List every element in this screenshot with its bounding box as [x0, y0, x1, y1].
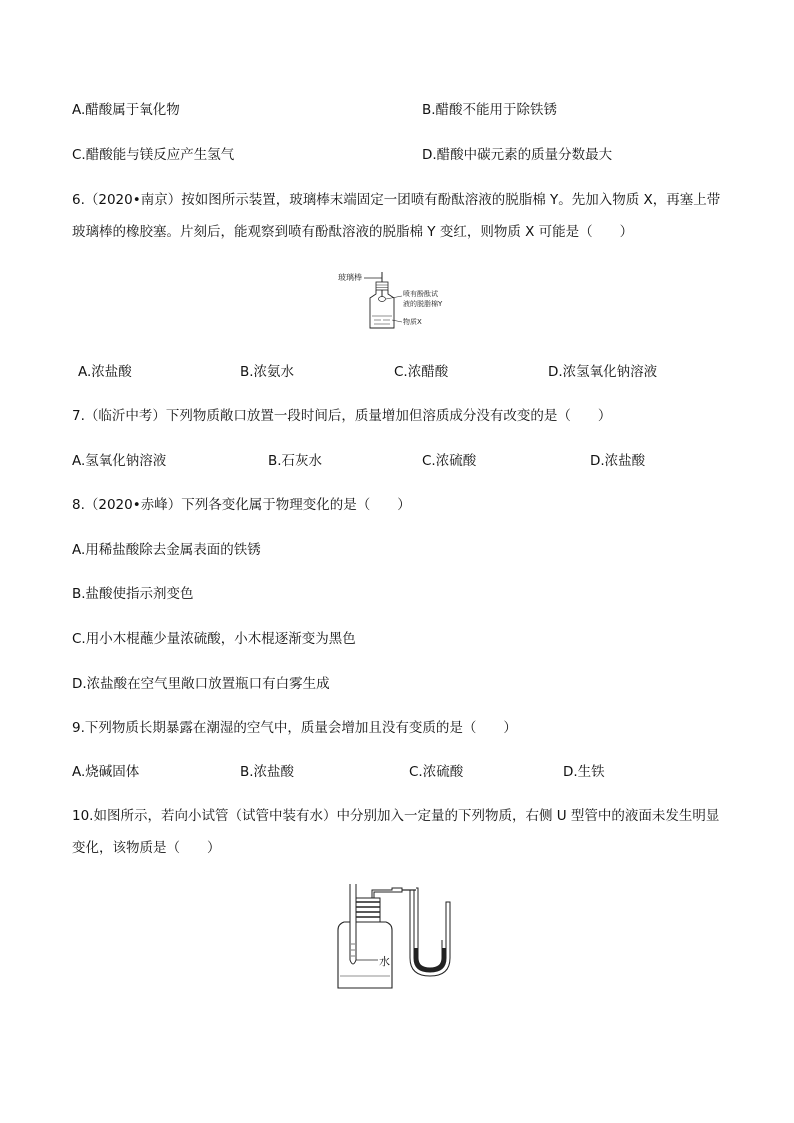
q6-option-c: C.浓醋酸	[394, 364, 449, 380]
q9-option-a: A.烧碱固体	[72, 764, 140, 780]
q5-option-d: D.醋酸中碳元素的质量分数最大	[422, 147, 613, 163]
q6-figure	[336, 268, 466, 336]
q7-option-d: D.浓盐酸	[590, 453, 646, 469]
q5-option-b: B.醋酸不能用于除铁锈	[422, 102, 558, 118]
q6-label-rod: 玻璃棒	[338, 273, 362, 282]
q5-option-a: A.醋酸属于氧化物	[72, 102, 180, 118]
q6-stem: 6.（2020•南京）按如图所示装置，玻璃棒末端固定一团喷有酚酞溶液的脱脂棉 Y。先加入物质 X，再塞上带玻璃棒的橡胶塞。片刻后，能观察到喷有酚酞溶液的脱脂棉 Y 变红，则物质 X 可能是（ ）	[72, 192, 721, 240]
q7-option-c: C.浓硫酸	[422, 453, 477, 469]
q6-option-b: B.浓氨水	[240, 364, 295, 380]
q5-option-c: C.醋酸能与镁反应产生氢气	[72, 147, 235, 163]
q8-option-c: C.用小木棍蘸少量浓硫酸，小木棍逐渐变为黑色	[72, 631, 356, 647]
q8-option-d: D.浓盐酸在空气里敞口放置瓶口有白雾生成	[72, 676, 330, 692]
q7-stem: 7.（临沂中考）下列物质敞口放置一段时间后，质量增加但溶质成分没有改变的是（ ）	[72, 408, 612, 424]
q8-option-a: A.用稀盐酸除去金属表面的铁锈	[72, 542, 261, 558]
q10-figure	[330, 880, 470, 992]
q9-option-c: C.浓硫酸	[409, 764, 464, 780]
q6-label-cotton-1: 喷有酚酞试	[403, 290, 438, 298]
q6-option-a: A.浓盐酸	[78, 364, 132, 380]
q10-stem: 10.如图所示，若向小试管（试管中装有水）中分别加入一定量的下列物质，右侧 U 型管中的液面未发生明显变化，该物质是（ ）	[72, 808, 720, 856]
q7-option-b: B.石灰水	[268, 453, 323, 469]
q10-label-water: 水	[379, 955, 390, 968]
q8-stem: 8.（2020•赤峰）下列各变化属于物理变化的是（ ）	[72, 497, 411, 513]
q9-stem: 9.下列物质长期暴露在潮湿的空气中，质量会增加且没有变质的是（ ）	[72, 720, 517, 736]
q7-option-a: A.氢氧化钠溶液	[72, 453, 167, 469]
q6-option-d: D.浓氢氧化钠溶液	[548, 364, 658, 380]
q6-label-cotton-2: 液的脱脂棉Y	[403, 300, 443, 308]
q9-option-d: D.生铁	[563, 764, 605, 780]
q6-label-x: 物质X	[403, 318, 422, 326]
q9-option-b: B.浓盐酸	[240, 764, 295, 780]
q8-option-b: B.盐酸使指示剂变色	[72, 586, 194, 602]
